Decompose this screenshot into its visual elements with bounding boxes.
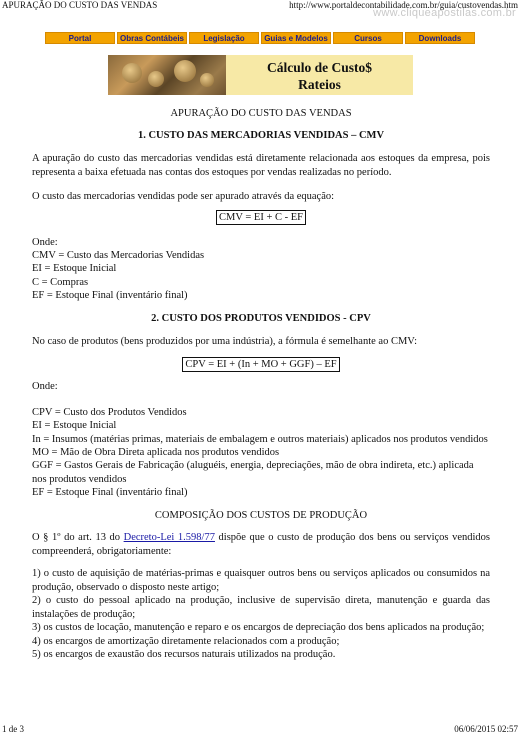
section-2-paragraph-1: No caso de produtos (bens produzidos por uma indústria), a fórmula é semelhante ao CMV: [32, 336, 418, 348]
cpv-definitions [32, 406, 490, 499]
section-1-heading: 1. CUSTO DAS MERCADORIAS VENDIDAS – CMV [137, 130, 385, 141]
cost-composition-list [32, 567, 490, 662]
section-2-heading: 2. CUSTO DOS PRODUTOS VENDIDOS - CPV [151, 313, 371, 325]
definition-item: CMV = Custo das Mercadorias Vendidas [32, 250, 205, 261]
cpv-equation: CPV = EI + (In + MO + GGF) – EF [182, 357, 339, 372]
section-1-onde: Onde: [32, 236, 58, 248]
cmv-definitions [32, 249, 490, 302]
definition-item: EI = Estoque Inicial [32, 420, 117, 432]
definition-item: GGF = Gastos Gerais de Fabricação (aluguéis, energia, depreciações, mão de obra indireta, etc.) aplicada nos produtos vendidos [32, 460, 474, 485]
banner-line-1: Cálculo de Custo$ [266, 60, 372, 75]
page-title: APURAÇÃO DO CUSTO DAS VENDAS [170, 108, 352, 119]
page-number: 1 de 3 [2, 724, 24, 734]
decreto-lei-link[interactable]: Decreto-Lei 1.598/77 [123, 532, 215, 544]
definition-item: CPV = Custo dos Produtos Vendidos [32, 407, 187, 419]
section-3-paragraph-1 [32, 531, 490, 558]
nav-item-downloads[interactable]: Downloads [405, 32, 475, 44]
nav-item-portal[interactable]: Portal [45, 32, 115, 44]
nav-item-legislacao[interactable]: Legislação [189, 32, 259, 44]
list-item: 5) os encargos de exaustão dos recursos naturais utilizados na produção. [32, 649, 336, 661]
section-1-paragraph-2: O custo das mercadorias vendidas pode ser apurado através da equação: [32, 191, 335, 202]
list-item: 1) o custo de aquisição de matérias-primas e quaisquer outros bens ou serviços aplicados ou consumidos na produção, observado o disposto neste artigo; [32, 568, 490, 593]
nav-item-guias-modelos[interactable]: Guias e Modelos [261, 32, 331, 44]
cmv-equation: CMV = EI + C - EF [216, 210, 306, 225]
list-item: 4) os encargos de amortização diretamente relacionados com a produção; [32, 635, 340, 647]
ad-banner[interactable] [108, 55, 413, 95]
definition-item: EF = Estoque Final (inventário final) [32, 289, 188, 301]
print-footer [0, 724, 520, 736]
section-3-heading: COMPOSIÇÃO DOS CUSTOS DE PRODUÇÃO [154, 510, 368, 522]
banner-text [226, 55, 413, 95]
banner-image [108, 55, 226, 95]
list-item: 2) o custo do pessoal aplicado na produção, inclusive de supervisão direta, manutenção e guarda das instalações de produção; [32, 595, 490, 620]
document-body [32, 108, 490, 662]
section-3-text-a: O § 1º do art. 13 do [32, 532, 124, 544]
section-3-text-b: dispõe que o custo de produção dos bens ou serviços vendidos compreenderá, obrigatoriamente: [32, 532, 490, 557]
watermark: www.cliqueapostilas.com.br [373, 7, 516, 19]
print-header-url: http://www.portaldecontabilidade.com.br/guia/custovendas.htm [289, 0, 518, 10]
section-1-paragraph-1: A apuração do custo das mercadorias vendidas está diretamente relacionada aos estoques da empresa, pois representa a baixa efetuada nas contas dos estoques por vendas realizadas no período. [32, 153, 490, 178]
definition-item: EI = Estoque Inicial [32, 263, 117, 275]
nav-item-obras-contabeis[interactable]: Obras Contábeis [117, 32, 187, 44]
top-nav [45, 32, 475, 44]
section-2-onde: Onde: [32, 380, 58, 392]
print-header-title: APURAÇÃO DO CUSTO DAS VENDAS [2, 0, 158, 10]
definition-item: C = Compras [32, 276, 89, 288]
banner-line-2: Rateios [298, 77, 341, 92]
definition-item: EF = Estoque Final (inventário final) [32, 486, 188, 498]
list-item: 3) os custos de locação, manutenção e reparo e os encargos de depreciação dos bens aplicados na produção; [32, 622, 485, 634]
nav-item-cursos[interactable]: Cursos [333, 32, 403, 44]
definition-item: In = Insumos (matérias primas, materiais de embalagem e outros materiais) aplicados nos produtos vendidos [32, 433, 488, 445]
definition-item: MO = Mão de Obra Direta aplicada nos produtos vendidos [32, 447, 280, 459]
print-datetime: 06/06/2015 02:57 [454, 724, 518, 734]
